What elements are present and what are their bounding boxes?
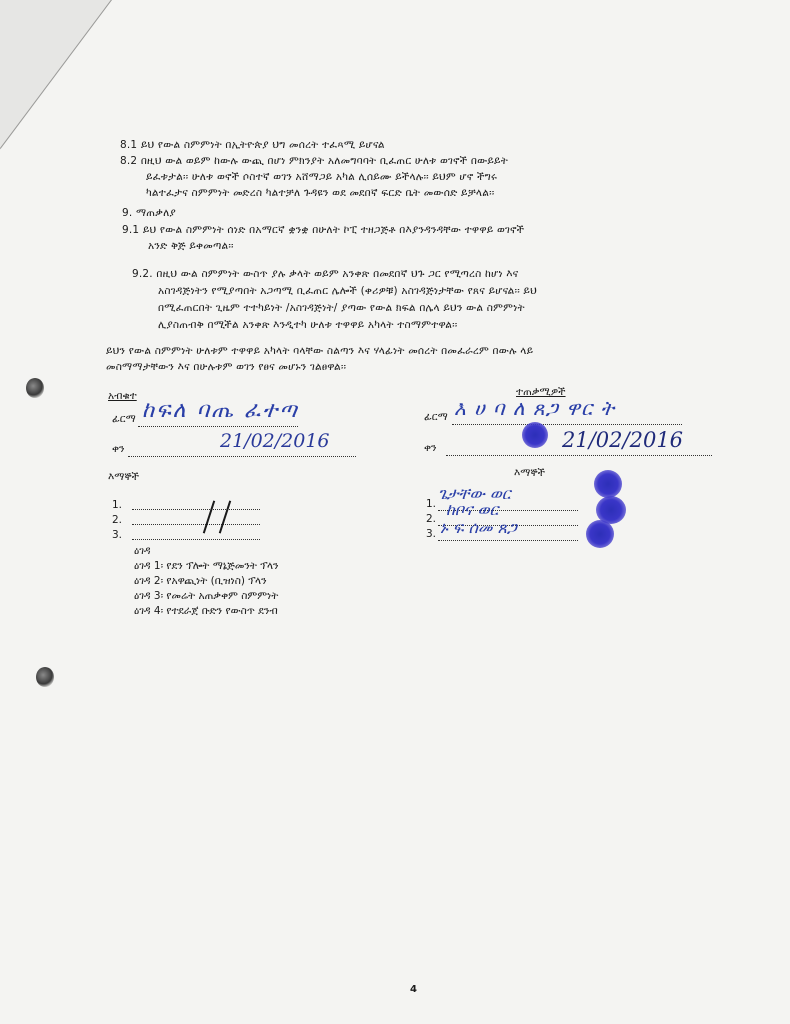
- left-date-handwritten: 21/02/2016: [220, 430, 330, 452]
- folded-corner: [0, 0, 112, 150]
- left-signature: ከፍለ ባጤ ፈተጣ: [142, 398, 299, 423]
- left-witness-line-2: [132, 524, 260, 525]
- fingerprint-stamp-date: [522, 422, 548, 448]
- clause-8-2-line1: 8.2 በዚህ ውል ወይም ከውሉ ውጪ በሆነ ምክንያት አለመግባባት ቢፈጠር ሁለቱ ወገኖች በውይይት: [120, 155, 509, 167]
- left-witness-number-1: 1.: [112, 499, 123, 511]
- attachments-heading: ዕገዳ: [134, 545, 151, 557]
- right-date-handwritten: 21/02/2016: [562, 428, 684, 452]
- right-witness-signature-1: ጌታቸው ወር: [438, 484, 511, 503]
- right-sign-line: [452, 424, 682, 425]
- left-sign-label: ፊርማ: [112, 413, 136, 425]
- left-witnesses-heading: እማኞች: [108, 471, 140, 483]
- fingerprint-stamp-1: [594, 470, 622, 498]
- right-witness-line-3: [438, 540, 578, 541]
- left-witness-line-3: [132, 539, 260, 540]
- closing-line1: ይህን የውል ስምምነት ሁለቱም ተዋዋይ አካላት ባላቸው ስልጣን እና ሃላፊነት መሰረት በመፈራረም በውሉ ላይ: [106, 345, 534, 357]
- clause-9-2-line1: 9.2. በዚህ ውል ስምምነት ውስጥ ያሉ ቃላት ወይም አንቀጽ በመደበኛ ህጉ ጋር የሚጣረስ ከሆነ እና: [132, 268, 519, 280]
- clause-9-2-line2: አስገዳጅነትን የሚያጣበት አጋጣሚ ቢፈጠር ሌሎች (ቀሪዎቹ) አስገዳጅነታቸው የጸና ይሆናል፡፡ ይህ: [158, 285, 537, 297]
- right-witnesses-heading: እማኞች: [514, 467, 546, 479]
- closing-line2: መስማማታቸውን እና በሁሉቱም ወገን የፀና መሆኑን ገልፀዋል፡፡: [106, 361, 347, 373]
- right-witness-signature-3: ኑ ፍ ሰመ ጸጋ: [440, 518, 517, 537]
- right-signature: እ ሀ ባ ለ ጸጋ ዋር ት: [454, 396, 616, 420]
- left-sign-line: [138, 426, 298, 427]
- strike-mark-1: [203, 501, 215, 534]
- fingerprint-stamp-3: [586, 520, 614, 548]
- right-witness-number-2: 2.: [426, 513, 437, 525]
- clause-8-2-line3: ካልተፈታና ስምምነት መድረስ ካልተቻለ ጉዳዩን ወደ መደበኛ ፍርድ ቤት መውሰድ ይቻላል፡፡: [146, 187, 495, 199]
- clause-9-2-line3: በሚፈጠርበት ጊዜም ተተካይነት /አስገዳጅነት/ ያጣው የውል ክፍል በሌላ ይህን ውል ስምምነት: [158, 302, 525, 314]
- left-witness-number-2: 2.: [112, 514, 123, 526]
- right-date-label: ቀን: [424, 442, 437, 454]
- left-date-label: ቀን: [112, 443, 125, 455]
- punch-hole-bottom: [36, 667, 54, 687]
- right-witness-number-1: 1.: [426, 498, 437, 510]
- left-witness-number-3: 3.: [112, 529, 123, 541]
- clause-9-2-line4: ሊያስጠብቅ በሚችል አንቀጽ እንዲተካ ሁለቱ ተዋዋይ አካላት ተስማምተዋል፡፡: [158, 319, 458, 331]
- page-number: 4: [410, 984, 417, 995]
- clause-9-1-line1: 9.1 ይህ የውል ስምምነት ሰነድ በአማርኛ ቋንቋ በሁለት ኮፒ ተዘጋጅቶ በእያንዳንዳቸው ተዋዋይ ወገኖች: [122, 224, 525, 236]
- right-witness-signature-2: ከቦና ወር: [446, 500, 499, 519]
- right-witness-number-3: 3.: [426, 528, 437, 540]
- right-party-heading: ተጠቃሚዎች: [516, 386, 566, 398]
- attachment-item-1: ዕገዳ 1፡ የደን ፕሎት ማኔጅመንት ፕላን: [134, 560, 279, 572]
- right-date-line: [446, 455, 712, 456]
- clause-9-heading: 9. ማጠቃለያ: [122, 207, 176, 219]
- attachment-item-4: ዕገዳ 4፡ የተደራጀ ቡድን የውስጥ ደንብ: [134, 605, 278, 617]
- left-witness-line-1: [132, 509, 260, 510]
- strike-mark-2: [219, 501, 231, 534]
- clause-9-1-line2: አንድ ቅጅ ይቀመጣል፡፡: [148, 240, 234, 252]
- attachment-item-3: ዕገዳ 3፡ የመሬት አጠቃቀም ስምምነት: [134, 590, 279, 602]
- clause-8-1: 8.1 ይህ የውል ስምምነት በኢትዮጵያ ህግ መሰረት ተፈጻሚ ይሆናል: [120, 139, 385, 151]
- clause-8-2-line2: ይፈቱታል፡፡ ሁለቱ ወኖች ሶስተኛ ወገን አሸማጋይ አካል ሊሰይሙ ይችላሉ፡፡ ይህም ሆኖ ችግሩ: [146, 171, 498, 183]
- left-date-line: [128, 456, 356, 457]
- right-sign-label: ፊርማ: [424, 411, 448, 423]
- attachment-item-2: ዕገዳ 2፡ የአዋጪነት (ቢዝነስ) ፕላን: [134, 575, 267, 587]
- punch-hole-top: [26, 378, 44, 398]
- left-party-heading: አብቁተ: [108, 390, 137, 402]
